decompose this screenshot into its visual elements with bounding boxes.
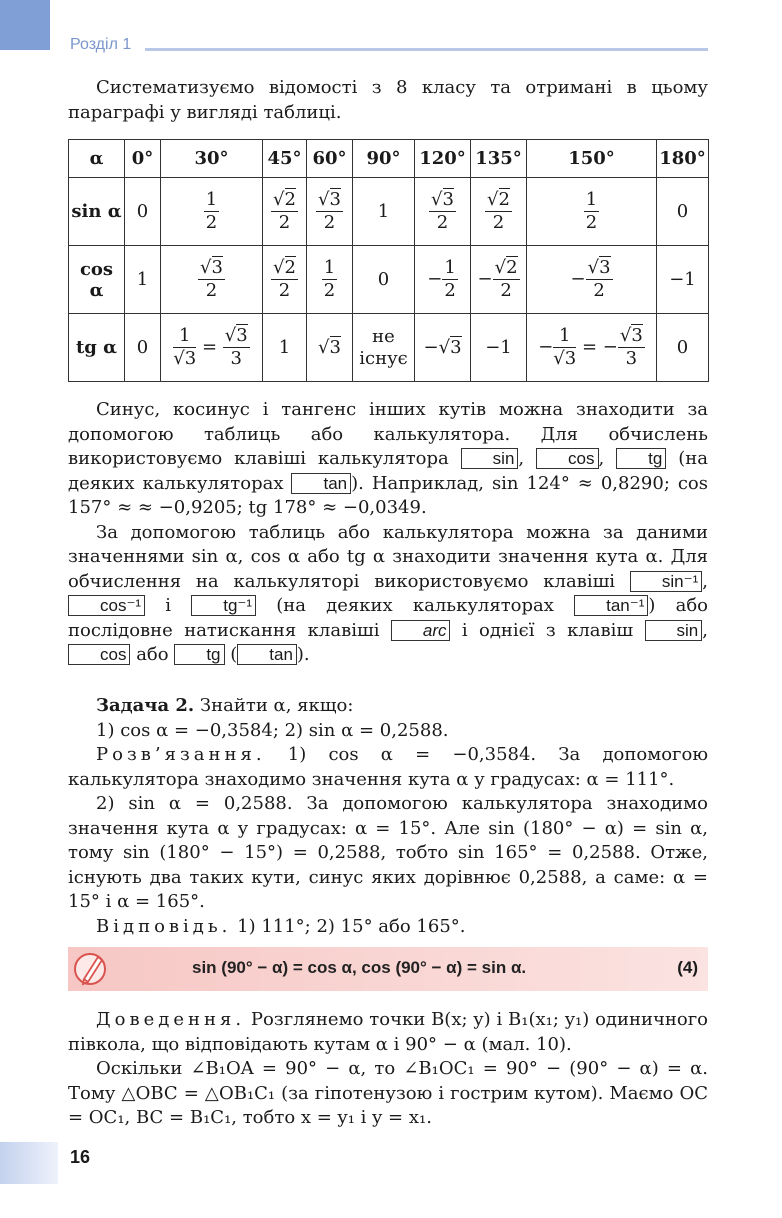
table-header: 120° [415, 140, 471, 178]
tg-key: tg [616, 448, 666, 469]
table-cell: −√3 [415, 314, 471, 382]
sin-key: sin [645, 620, 703, 641]
table-header: 180° [657, 140, 709, 178]
fraction: $\frac{√2}{2}$ [494, 257, 518, 301]
table-header: 60° [307, 140, 353, 178]
table-cell: − $\frac{√3}{2}$ [527, 246, 657, 314]
table-cell: 0 [353, 246, 415, 314]
formula-number: (4) [677, 958, 698, 977]
asin-key: sin⁻¹ [630, 571, 702, 592]
table-header: 45° [263, 140, 307, 178]
task-items: 1) cos α = −0,3584; 2) sin α = 0,2588. [96, 719, 449, 741]
arc-key: arc [391, 620, 451, 641]
fraction: $\frac{1}{2}$ [585, 189, 598, 233]
fraction: $\frac{1}{√3}$ [553, 325, 577, 369]
proof-part1: Доведення. Розглянемо точки B(x; y) і B₁(x₁; y₁) одиничного півкола, що відповідають кутам α і 90° − α (мал. 10). [68, 1009, 708, 1055]
table-cell [263, 178, 307, 246]
fraction: $\frac{√2}{2}$ [487, 189, 510, 233]
table-cell: $\frac{1}{√3}$ = $\frac{√3}{3}$ [161, 314, 263, 382]
solution-part1: Розв’язання. 1) cos α = −0,3584. За допомогою калькулятора знаходимо значення кута α у градусах: α = 111°. [68, 744, 708, 790]
header-rule [145, 48, 708, 51]
table-cell [307, 246, 353, 314]
paragraph-text: За допомогою таблиць або калькулятора можна за даними значеннями sin α, cos α або tg α знаходити значення кута α. Для обчислення на калькуляторі використовуємо клавіші sin⁻¹ , cos⁻¹ і tg⁻¹ (на деяких калькуляторах tan⁻¹ ) або послідовне натискання клавіші arc і однієї з клавіш sin , cos або tg ( tan ). [68, 521, 708, 665]
tg-key: tg [174, 644, 224, 665]
formula-text: sin (90° − α) = cos α, cos (90° − α) = sin α. [192, 958, 527, 977]
table-cell [161, 178, 263, 246]
fraction: $\frac{1}{2}$ [205, 189, 218, 233]
solution-part2: 2) sin α = 0,2588. За допомогою калькулятора знаходимо значення кута α у градусах: α = 15°. Але sin (180° − α) = sin α, тому sin (180° − 15°) = 0,2588, тобто sin 165° = 0,2588. Отже, існують два таких кути, синус яких дорівнює 0,2588, а саме: α = 15° і α = 165°. [68, 793, 708, 912]
table-row-label: tg α [69, 314, 125, 382]
calculator-paragraph [68, 398, 708, 668]
answer: Відповідь. 1) 111°; 2) 15° або 165°. [96, 915, 466, 937]
cos-key: cos [68, 644, 130, 665]
table-cell: не існує [353, 314, 415, 382]
table-cell: 0 [125, 178, 161, 246]
page-number-block [0, 1142, 58, 1184]
table-row [69, 314, 709, 382]
table-cell: 0 [657, 314, 709, 382]
table-cell: 1 [263, 314, 307, 382]
proof-part2: Оскільки ∠B₁OA = 90° − α, то ∠B₁OC₁ = 90° − (90° − α) = α. Тому △OBC = △OB₁C₁ (за гіпотенузою і гострим кутом). Маємо OC = OC₁, BC = B₁C₁, тобто x = y₁ і y = x₁. [68, 1058, 708, 1128]
cos-key: cos [536, 448, 598, 469]
task-block [68, 694, 708, 939]
paragraph-text: Синус, косинус і тангенс інших кутів можна знаходити за допомогою таблиць або калькулятора. Для обчислень використовуємо клавіші калькулятора sin , cos , tg (на деяких калькуляторах tan ). Наприклад, sin 124° ≈ 0,8290; cos 157° ≈ ≈ −0,9205; tg 178° ≈ −0,0349. [68, 399, 709, 518]
table-row [69, 178, 709, 246]
table-cell: 0 [657, 178, 709, 246]
intro-text: Систематизуємо відомості з 8 класу та отримані в цьому параграфі у вигляді таблиці. [68, 77, 708, 123]
table-cell [307, 178, 353, 246]
atg-key: tg⁻¹ [191, 595, 256, 616]
table-cell: − $\frac{1}{2}$ [415, 246, 471, 314]
table-row [69, 140, 709, 178]
fraction: $\frac{√2}{2}$ [273, 257, 296, 301]
table-cell [263, 246, 307, 314]
table-cell: √3 [307, 314, 353, 382]
fraction: $\frac{√3}{2}$ [200, 257, 223, 301]
table-cell: −1 [471, 314, 527, 382]
table-cell: 0 [125, 314, 161, 382]
table-cell: −1 [657, 246, 709, 314]
table-cell: 1 [353, 178, 415, 246]
table-cell: − $\frac{1}{√3}$ = − $\frac{√3}{3}$ [527, 314, 657, 382]
table-cell [161, 246, 263, 314]
table-cell [415, 178, 471, 246]
task-title: Задача 2. Знайти α, якщо: [96, 695, 354, 716]
table-header: 30° [161, 140, 263, 178]
acos-key: cos⁻¹ [68, 595, 145, 616]
table-row [69, 246, 709, 314]
fraction: $\frac{1}{√3}$ [173, 325, 197, 369]
fraction: $\frac{√3}{3}$ [224, 325, 248, 369]
table-header: 150° [527, 140, 657, 178]
table-header: 90° [353, 140, 415, 178]
proof-block [68, 1008, 708, 1131]
section-title: Розділ 1 [70, 36, 132, 53]
table-header: 135° [471, 140, 527, 178]
table-cell: − $\frac{√2}{2}$ [471, 246, 527, 314]
atan-key: tan⁻¹ [574, 595, 648, 616]
table-row-label: sin α [69, 178, 125, 246]
table-cell [527, 178, 657, 246]
fraction: $\frac{1}{2}$ [444, 257, 456, 301]
tan-key: tan [237, 644, 297, 665]
table-cell: α [69, 140, 125, 178]
sin-key: sin [461, 448, 519, 469]
fraction: $\frac{√2}{2}$ [273, 189, 296, 233]
page-number: 16 [70, 1147, 91, 1167]
fraction: $\frac{1}{2}$ [323, 257, 336, 301]
fraction: $\frac{√3}{2}$ [587, 257, 611, 301]
intro-paragraph [68, 76, 708, 125]
table-cell [471, 178, 527, 246]
table-row-label: cos α [69, 246, 125, 314]
table-cell: 1 [125, 246, 161, 314]
formula-box [68, 947, 708, 991]
table-header: 0° [125, 140, 161, 178]
fraction: $\frac{√3}{2}$ [318, 189, 341, 233]
fraction: $\frac{√3}{2}$ [431, 189, 454, 233]
fraction: $\frac{√3}{3}$ [619, 325, 643, 369]
tan-key: tan [291, 473, 351, 494]
trig-table [68, 139, 709, 382]
corner-accent [0, 0, 50, 50]
pencil-circle-icon [72, 949, 112, 989]
